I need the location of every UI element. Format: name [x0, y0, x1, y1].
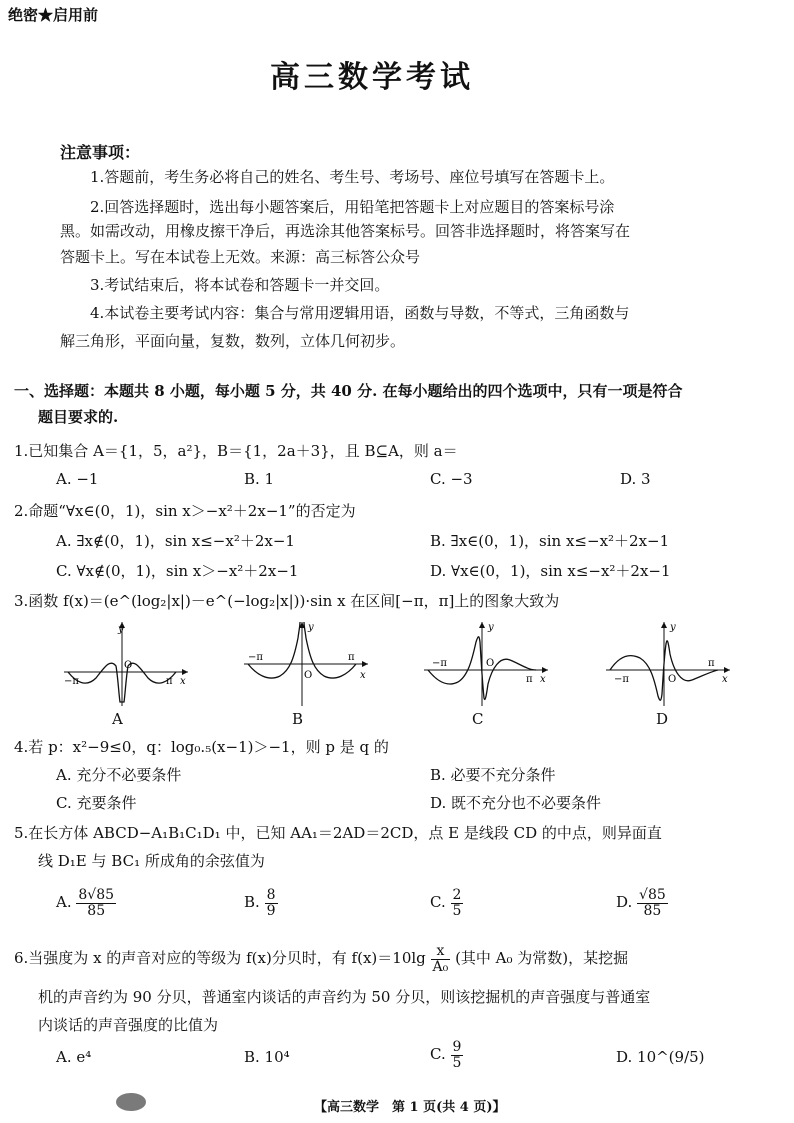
question-1-stem: 1.已知集合 A＝{1，5，a²}，B＝{1，2a＋3}，且 B⊆A，则 a＝	[14, 442, 458, 460]
graph-c-y-label: y	[488, 622, 494, 633]
q5-d-num: √85	[639, 887, 666, 903]
graph-d	[604, 618, 734, 708]
q6-line1-b: (其中 A₀ 为常数)，某挖掘	[455, 949, 629, 968]
question-2-stem: 2.命题“∀x∈(0，1)，sin x＞−x²＋2x−1”的否定为	[14, 502, 356, 520]
q5-option-d-label: D.	[616, 893, 633, 912]
notice-line: 答题卡上。写在本试卷上无效。来源：高三标答公众号	[60, 248, 421, 266]
q6-option-d: D. 10^(9/5)	[616, 1048, 705, 1066]
graph-b-y-label: y	[308, 622, 314, 633]
notice-line: 1.答题前，考生务必将自己的姓名、考生号、考场号、座位号填写在答题卡上。	[90, 168, 615, 186]
graph-a	[62, 618, 192, 708]
q5-a-num: 8√85	[78, 887, 115, 903]
q5-option-c-label: C.	[430, 893, 446, 912]
graph-b-pos-pi: π	[348, 652, 355, 663]
graph-b-label: B	[292, 710, 304, 728]
q2-option-d: D. ∀x∈(0，1)，sin x≤−x²＋2x−1	[430, 562, 671, 580]
q5-option-d	[616, 888, 668, 918]
q2-option-c: C. ∀x∉(0，1)，sin x＞−x²＋2x−1	[56, 562, 299, 580]
q5-a-den: 85	[87, 902, 106, 919]
q1-option-c: C. −3	[430, 470, 473, 488]
q5-d-den: 85	[643, 902, 662, 919]
graph-c-origin: O	[486, 658, 495, 669]
q5-b-den: 9	[266, 902, 276, 919]
section-heading-cont: 题目要求的.	[38, 408, 119, 426]
q6-option-b: B. 10⁴	[244, 1048, 290, 1066]
q2-option-a: A. ∃x∉(0，1)，sin x≤−x²＋2x−1	[56, 532, 295, 550]
graph-c-label: C	[472, 710, 484, 728]
graph-a-neg-pi: −π	[64, 676, 79, 687]
q6-option-a: A. e⁴	[56, 1048, 92, 1066]
page-footer: 【高三数学 第 1 页(共 4 页)】	[314, 1100, 506, 1115]
graph-b	[242, 618, 372, 708]
q5-option-a	[56, 888, 116, 918]
question-3-stem: 3.函数 f(x)＝(e^(log₂|x|)－e^(−log₂|x|))·sin x 在区间[−π，π]上的图象大致为	[14, 592, 560, 610]
question-6-stem-cont2: 内谈话的声音强度的比值为	[38, 1016, 219, 1034]
q2-option-b: B. ∃x∈(0，1)，sin x≤−x²＋2x−1	[430, 532, 670, 550]
graph-a-y-label: y	[118, 624, 124, 635]
graph-c-x-label: x	[540, 674, 546, 685]
q5-c-den: 5	[452, 902, 462, 919]
q4-option-d: D. 既不充分也不必要条件	[430, 794, 602, 812]
q1-option-b: B. 1	[244, 470, 275, 488]
graph-c-pos-pi: π	[526, 674, 533, 685]
q1-option-a: A. −1	[56, 470, 99, 488]
section-heading: 一、选择题：本题共 8 小题，每小题 5 分，共 40 分. 在每小题给出的四个选项中，只有一项是符合	[14, 382, 683, 400]
q4-option-a: A. 充分不必要条件	[56, 766, 182, 784]
graph-d-label: D	[656, 710, 669, 728]
question-5-stem-cont: 线 D₁E 与 BC₁ 所成角的余弦值为	[38, 852, 265, 870]
graph-d-pos-pi: π	[708, 658, 715, 669]
q4-option-c: C. 充要条件	[56, 794, 137, 812]
graph-d-x-label: x	[722, 674, 728, 685]
graph-b-neg-pi: −π	[248, 652, 263, 663]
question-4-stem: 4.若 p：x²−9≤0，q：log₀.₅(x−1)＞−1，则 p 是 q 的	[14, 738, 389, 756]
question-6-stem-cont: 机的声音约为 90 分贝，普通室内谈话的声音约为 50 分贝，则该挖掘机的声音强度与普通室	[38, 988, 651, 1006]
page-title: 高三数学考试	[270, 60, 474, 95]
notice-line: 2.回答选择题时，选出每小题答案后，用铅笔把答题卡上对应题目的答案标号涂	[90, 198, 615, 216]
notice-line: 3.考试结束后，将本试卷和答题卡一并交回。	[90, 276, 390, 294]
q5-option-c	[430, 888, 463, 918]
graph-b-origin: O	[304, 670, 313, 681]
graph-a-pos-pi: π	[166, 676, 173, 687]
q6-line1-a: 6.当强度为 x 的声音对应的等级为 f(x)分贝时，有 f(x)＝10lg	[14, 949, 426, 968]
graph-d-y-label: y	[670, 622, 676, 633]
notice-line: 解三角形，平面向量，复数，数列，立体几何初步。	[60, 332, 406, 350]
confidential-mark: 绝密★启用前	[8, 6, 99, 24]
q5-option-a-label: A.	[56, 893, 72, 912]
q5-c-num: 2	[452, 887, 462, 903]
notice-heading: 注意事项：	[60, 143, 141, 162]
notice-line: 4.本试卷主要考试内容：集合与常用逻辑用语，函数与导数，不等式，三角函数与	[90, 304, 630, 322]
graph-c	[422, 618, 552, 708]
graph-c-neg-pi: −π	[432, 658, 447, 669]
q6-c-num: 9	[452, 1039, 462, 1055]
graph-a-x-label: x	[180, 676, 186, 687]
question-6-stem	[14, 944, 628, 974]
graph-d-origin: O	[668, 674, 677, 685]
q6-c-den: 5	[452, 1054, 462, 1071]
graph-a-origin: O	[124, 660, 133, 671]
q6-frac-den: A₀	[432, 958, 449, 975]
q5-b-num: 8	[266, 887, 276, 903]
graph-d-neg-pi: −π	[614, 674, 629, 685]
question-5-stem: 5.在长方体 ABCD−A₁B₁C₁D₁ 中，已知 AA₁＝2AD＝2CD，点 E 是线段 CD 的中点，则异面直	[14, 824, 662, 842]
q5-option-b-label: B.	[244, 893, 260, 912]
q4-option-b: B. 必要不充分条件	[430, 766, 556, 784]
notice-line: 黑。如需改动，用橡皮擦干净后，再选涂其他答案标号。回答非选择题时，将答案写在	[60, 222, 631, 240]
graph-b-x-label: x	[360, 670, 366, 681]
q1-option-d: D. 3	[620, 470, 651, 488]
stamp-logo	[116, 1093, 146, 1111]
q6-option-c-label: C.	[430, 1045, 446, 1064]
graph-a-label: A	[112, 710, 123, 728]
q5-option-b	[244, 888, 278, 918]
q6-option-c	[430, 1040, 463, 1070]
q6-frac-num: x	[431, 944, 451, 960]
